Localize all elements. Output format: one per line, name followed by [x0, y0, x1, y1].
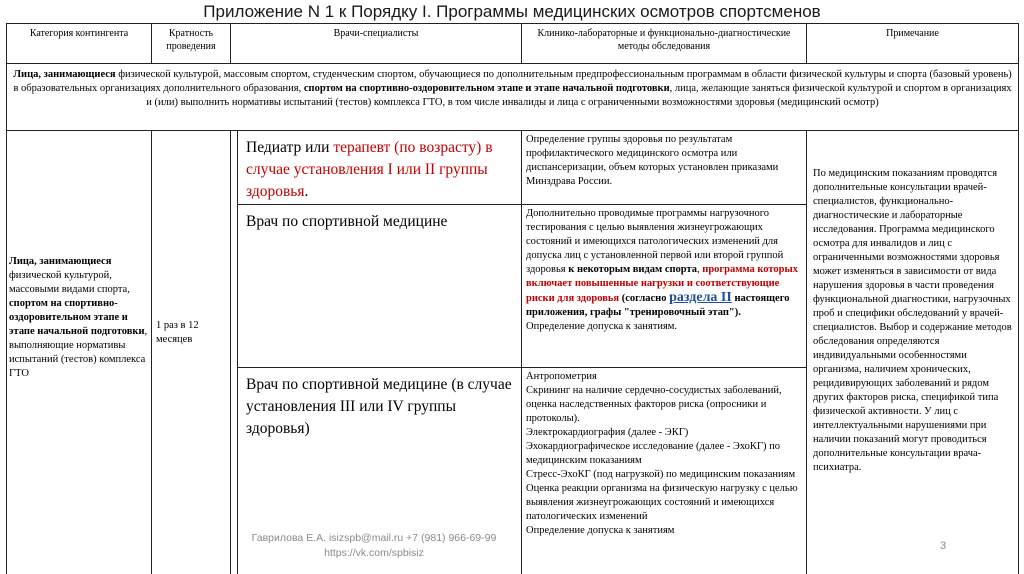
header-methods: Клинико-лабораторные и функционально-диагностические методы обследования	[522, 24, 807, 63]
methods-2-text-2: ,	[697, 264, 703, 275]
method-item: Антропометрия	[526, 371, 597, 382]
doctor-row-1	[238, 131, 521, 205]
intro-bold-lead: Лица, занимающиеся	[13, 69, 116, 80]
methods-2-text-1: Дополнительно проводимые программы нагрузочного тестирования с целью выявления жизнеугрожающих состояний и имеющихся патологических изменений для допуска лиц с установленной первой или второй группой здоровья	[526, 208, 784, 275]
methods-row-3	[522, 368, 806, 574]
methods-2-bold-3: настоящего приложения, графы "тренировочный этап").	[526, 293, 790, 318]
slide-title: Приложение N 1 к Порядку I. Программы медицинских осмотров спортсменов	[203, 2, 821, 21]
header-frequency: Кратность проведения	[152, 24, 231, 63]
header-note: Примечание	[886, 28, 939, 39]
intro-row	[6, 63, 1019, 131]
doctors-column	[237, 131, 522, 574]
doctor-1-end: .	[304, 183, 309, 200]
methods-2-red: программа которых включает повышенные нагрузки и соответствующие риски для здоровья	[526, 264, 798, 304]
doctor-row-2: Врач по спортивной медицине	[238, 205, 521, 368]
method-item: Скрининг на наличие сердечно-сосудистых заболеваний, оценка наследственных факторов риска (опросники и протоколы).	[526, 385, 782, 424]
method-item: Электрокардиография (далее - ЭКГ)	[526, 427, 689, 438]
category-bold-2: спортом на спортивно-оздоровительном этапе и этапе начальной подготовки	[9, 298, 145, 337]
intro-bold-stage: спортом на спортивно-оздоровительном этапе и этапе начальной подготовки	[303, 83, 670, 94]
frequency-cell: 1 раз в 12 месяцев	[152, 131, 231, 574]
doctor-row-3: Врач по спортивной медицине (в случае установления III или IV группы здоровья)	[246, 376, 512, 437]
methods-2-bold-1: к некоторым видам спорта	[568, 264, 698, 275]
note-cell: По медицинским показаниям проводятся дополнительные консультации врачей-специалистов, функционально-диагностические и лабораторные исследования. Программа медицинского осмотра для инвалидов и лиц с ограниченными возможностями здоровья может изменяться в зависимости от вида нарушения здоровья в части проведения функциональной диагностики, нагрузочных проб и специфики обследований у врачей-специалистов. Выбор и содержание методов обследования определяются индивидуальными особенностями организма, наличием хронических, рецидивирующих заболеваний и рядом других факторов риска, спецификой типа физической активности. У лиц с интеллектуальными нарушениями при наличии показаний могут проводиться дополнительные консультации врача-психиатра.	[813, 168, 1012, 473]
methods-column	[522, 131, 807, 574]
table-header-row	[6, 23, 1019, 64]
method-item: Оценка реакции организма на физическую нагрузку с целью выявления жизнеугрожающих состояний и имеющихся патологических изменений	[526, 483, 798, 522]
intro-text-2: , лица, желающие заняться физической культурой и спортом в организациях и (или) выполнить нормативы испытаний (тестов) комплекса ГТО, в том числе инвалиды и лица с ограниченными возможностями здоровья (медицинский осмотр)	[146, 83, 1012, 108]
category-text-2: , выполняющие нормативы испытаний (тестов) комплекса ГТО	[9, 326, 148, 379]
method-item: Стресс-ЭхоКГ (под нагрузкой) по медицинским показаниям	[526, 469, 796, 480]
intro-text-1: физической культурой, массовым спортом, студенческим спортом, обучающиеся по дополнительным предпрофессиональным программам в области физической культуры и спорта (базовый уровень) в образовательных организациях дополнительного образования,	[13, 69, 1012, 94]
header-doctors: Врачи-специалисты	[231, 24, 522, 63]
category-bold-1: Лица, занимающиеся	[9, 256, 112, 267]
doctor-1-red: терапевт (по возрасту) в случае установления I или II группы здоровья	[246, 139, 493, 200]
table-body	[6, 131, 1019, 574]
methods-2-bold-2: (согласно	[619, 293, 670, 304]
category-cell	[7, 131, 152, 574]
author-footer	[230, 531, 518, 561]
method-item: Определение допуска к занятиям	[526, 525, 675, 536]
author-website: https://vk.com/spbisiz	[324, 547, 424, 559]
author-contacts: Гаврилова Е.А. isizspb@mail.ru +7 (981) 966-69-99	[251, 532, 497, 544]
page-number: 3	[940, 540, 947, 552]
methods-row-1: Определение группы здоровья по результатам профилактического медицинского осмотра или диспансеризации, объем которых установлен приказами Минздрава России.	[522, 131, 806, 205]
methods-2-admission: Определение допуска к занятиям.	[526, 321, 678, 332]
method-item: Эхокардиографическое исследование (далее - ЭхоКГ) по медицинским показаниям	[526, 441, 780, 466]
header-category: Категория контингента	[7, 24, 152, 63]
section-ii-link[interactable]: раздела II	[669, 290, 732, 305]
category-text-1: физической культурой, массовыми видами спорта,	[9, 270, 130, 295]
doctor-1-plain: Педиатр или	[246, 139, 334, 156]
methods-row-2	[522, 205, 806, 368]
